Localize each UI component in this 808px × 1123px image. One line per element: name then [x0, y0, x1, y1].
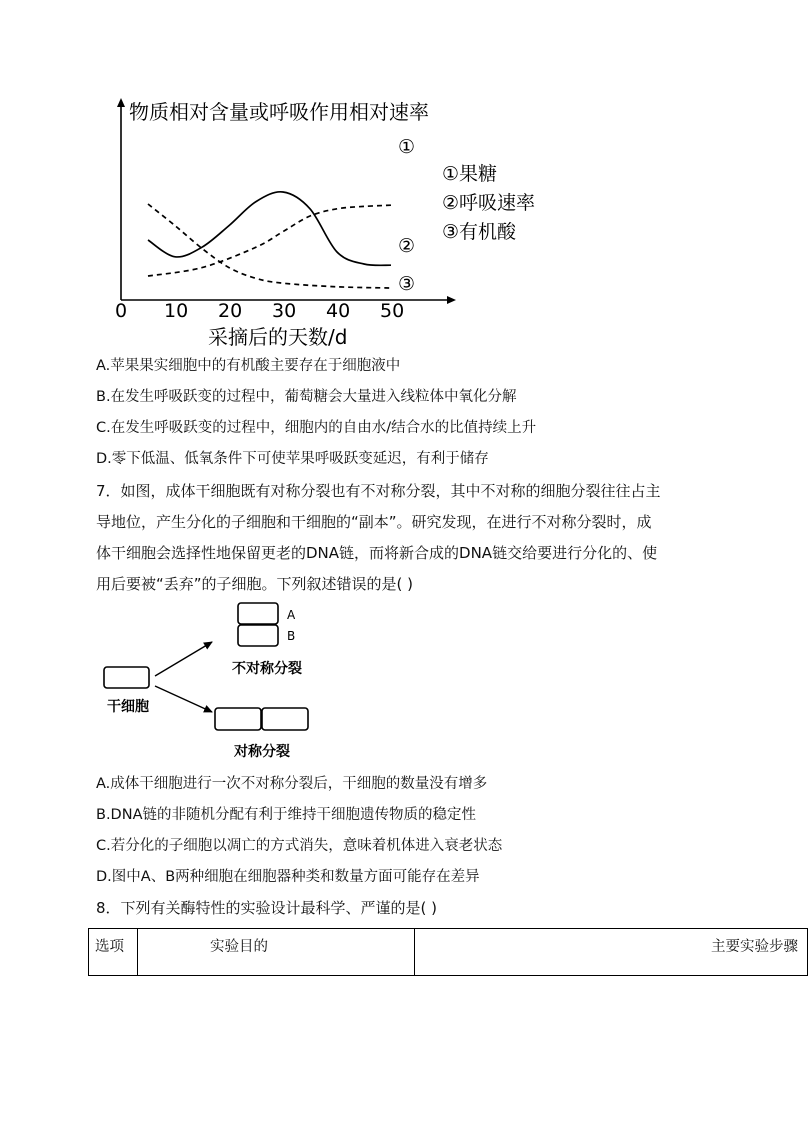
- symmetric-division-label: 对称分裂: [234, 744, 290, 760]
- series-organic-acid-line: [148, 204, 391, 288]
- q6-option-d: D.零下低温、低氧条件下可使苹果呼吸跃变延迟，有利于储存: [96, 451, 489, 467]
- header-steps: 主要实验步骤: [415, 929, 808, 976]
- q7-option-b: B.DNA链的非随机分配有利于维持干细胞遗传物质的稳定性: [96, 807, 476, 823]
- legend-item-respiration-rate: ②呼吸速率: [442, 192, 536, 214]
- header-option: 选项: [89, 929, 138, 976]
- stem-cell: [104, 667, 149, 688]
- q6-option-a: A.苹果果实细胞中的有机酸主要存在于细胞液中: [96, 358, 401, 374]
- q8-table: [88, 928, 808, 976]
- arrow-asymmetric: [155, 642, 212, 676]
- q6-option-b: B.在发生呼吸跃变的过程中，葡萄糖会大量进入线粒体中氧化分解: [96, 389, 517, 405]
- series-respiration-rate-line: [148, 192, 391, 266]
- curve-marker-1: ①: [398, 136, 416, 158]
- table-header-row: [89, 929, 808, 976]
- x-tick-label: 10: [164, 300, 189, 322]
- curve-marker-2: ②: [398, 235, 416, 257]
- x-tick-label: 40: [326, 300, 351, 322]
- q7-stem-line-4: 用后要被“丢弃”的子细胞。下列叙述错误的是( ): [96, 575, 414, 593]
- cell-a: [238, 603, 278, 624]
- q7-option-a: A.成体干细胞进行一次不对称分裂后，干细胞的数量没有增多: [96, 776, 488, 792]
- q7-stem-line-3: 体干细胞会选择性地保留更老的DNA链，而将新合成的DNA链交给要进行分化的、使: [96, 544, 658, 562]
- series-fructose-line: [148, 205, 391, 276]
- q7-stem-line-1: 7．如图，成体干细胞既有对称分裂也有不对称分裂，其中不对称的细胞分裂往往占主: [96, 482, 661, 500]
- q6-option-c: C.在发生呼吸跃变的过程中，细胞内的自由水/结合水的比值持续上升: [96, 420, 537, 436]
- daughter-cell-right: [262, 708, 308, 730]
- q7-option-d: D.图中A、B两种细胞在细胞器种类和数量方面可能存在差异: [96, 869, 480, 885]
- asymmetric-division-label: 不对称分裂: [232, 661, 302, 677]
- x-tick-label: 20: [218, 300, 243, 322]
- q7-stem-line-2: 导地位，产生分化的子细胞和干细胞的“副本”。研究发现，在进行不对称分裂时，成: [96, 513, 652, 531]
- y-axis-arrow: [117, 98, 125, 107]
- header-purpose: 实验目的: [138, 929, 415, 976]
- q7-option-c: C.若分化的子细胞以凋亡的方式消失，意味着机体进入衰老状态: [96, 838, 503, 854]
- q8-stem: 8．下列有关酶特性的实验设计最科学、严谨的是( ): [96, 899, 438, 917]
- legend-item-organic-acid: ③有机酸: [442, 221, 517, 243]
- legend-item-fructose: ①果糖: [442, 163, 498, 185]
- y-axis-label: 物质相对含量或呼吸作用相对速率: [129, 100, 429, 124]
- chart-figure: [96, 92, 536, 352]
- stem-cell-label: 干细胞: [107, 699, 149, 715]
- cell-b: [238, 625, 278, 646]
- x-tick-label: 0: [115, 300, 128, 322]
- cell-division-diagram: [96, 598, 336, 768]
- cell-a-label: A: [287, 608, 296, 622]
- arrow-symmetric: [155, 686, 212, 712]
- cell-b-label: B: [287, 629, 296, 643]
- x-axis-label: 采摘后的天数/d: [208, 325, 348, 349]
- x-tick-label: 30: [272, 300, 297, 322]
- x-axis-arrow: [447, 296, 456, 304]
- curve-marker-3: ③: [398, 273, 416, 295]
- x-tick-label: 50: [380, 300, 405, 322]
- daughter-cell-left: [215, 708, 261, 730]
